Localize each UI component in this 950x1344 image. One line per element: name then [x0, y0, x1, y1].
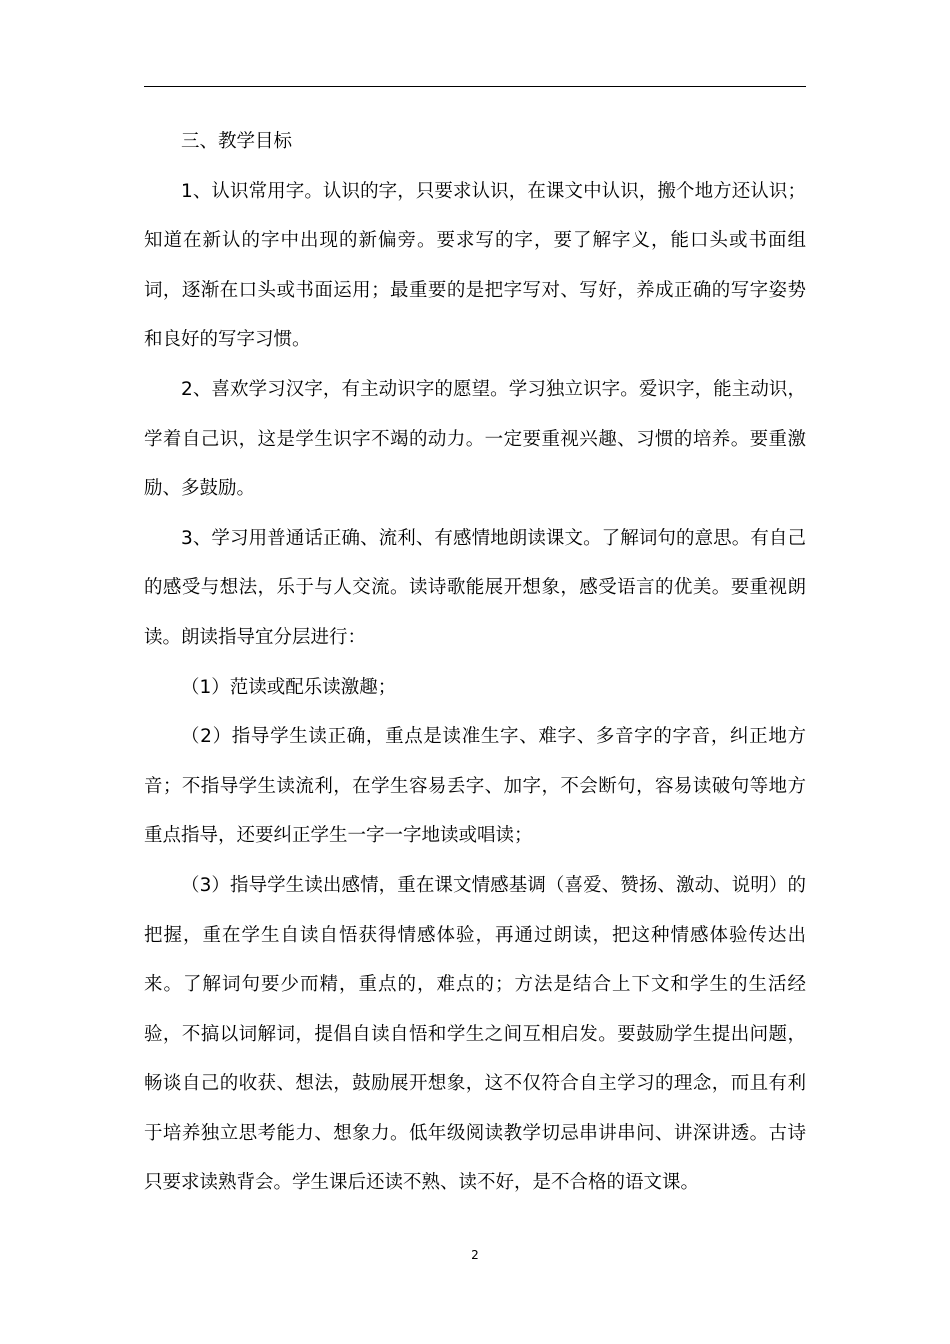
paragraph-goal-1: 1、认识常用字。认识的字，只要求认识，在课文中认识，搬个地方还认识；知道在新认的字中出现的新偏旁。要求写的字，要了解字义，能口头或书面组词，逐渐在口头或书面运用；最重要的是把字写对、写好，养成正确的写字姿势和良好的写字习惯。 [144, 180, 806, 351]
header-rule [144, 86, 806, 87]
document-body [144, 117, 806, 1208]
paragraph-goal-2: 2、喜欢学习汉字，有主动识字的愿望。学习独立识字。爱识字，能主动识，学着自己识，这是学生识字不竭的动力。一定要重视兴趣、习惯的培养。要重激励、多鼓励。 [144, 378, 806, 500]
paragraph-goal-3: 3、学习用普通话正确、流利、有感情地朗读课文。了解词句的意思。有自己的感受与想法，乐于与人交流。读诗歌能展开想象，感受语言的优美。要重视朗读。朗读指导宜分层进行： [144, 527, 806, 648]
section-heading: 三、教学目标 [181, 131, 293, 152]
page-number: 2 [471, 1248, 479, 1262]
paragraph-sub-3: （3）指导学生读出感情，重在课文情感基调（喜爱、赞扬、激动、说明）的把握，重在学生自读自悟获得情感体验，再通过朗读，把这种情感体验传达出来。了解词句要少而精，重点的，难点的；方法是结合上下文和学生的生活经验，不搞以词解词，提倡自读自悟和学生之间互相启发。要鼓励学生提出问题，畅谈自己的收获、想法，鼓励展开想象，这不仅符合自主学习的理念，而且有利于培养独立思考能力、想象力。低年级阅读教学切忌串讲串问、讲深讲透。古诗只要求读熟背会。学生课后还读不熟、读不好，是不合格的语文课。 [144, 874, 806, 1194]
paragraph-sub-1: （1）范读或配乐读激趣； [181, 676, 397, 698]
paragraph-sub-2: （2）指导学生读正确，重点是读准生字、难字、多音字的字音，纠正地方音；不指导学生读流利，在学生容易丢字、加字，不会断句，容易读破句等地方重点指导，还要纠正学生一字一字地读或唱读； [144, 726, 806, 847]
